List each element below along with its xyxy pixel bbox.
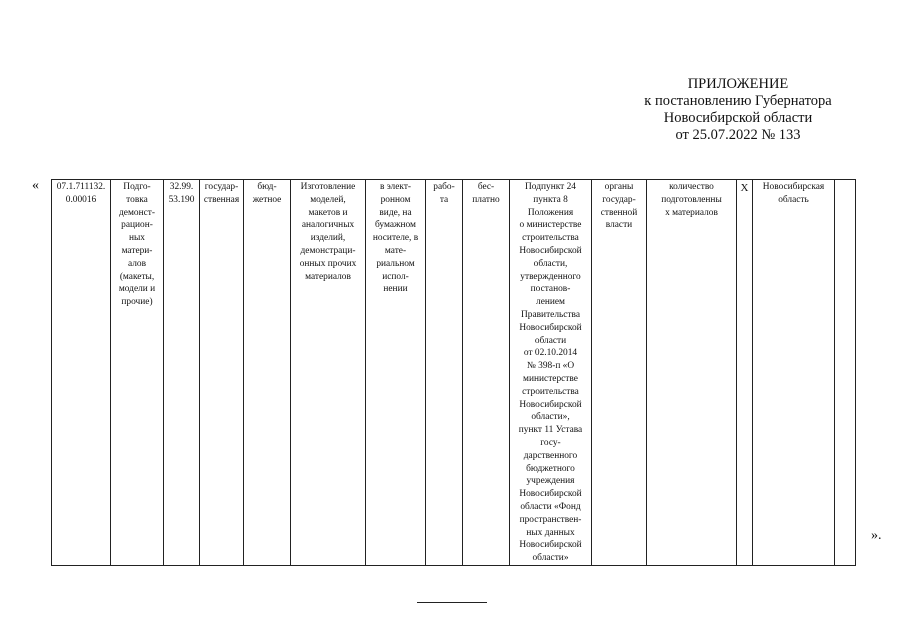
- appendix-region: Новосибирской области: [663, 110, 813, 126]
- cell-payment: бес- платно: [463, 180, 510, 566]
- cell-service-type: государ- ственная: [200, 180, 244, 566]
- cell-service-name: Подго- товка демонст- рацион- ных матери- алов (макеты, модели и прочие): [111, 180, 164, 566]
- cell-registry-code: 07.1.711132. 0.00016: [52, 180, 111, 566]
- closing-quote: ».: [871, 528, 882, 543]
- cell-consumers: органы государ- ственной власти: [592, 180, 647, 566]
- cell-mark: Х: [737, 180, 753, 566]
- appendix-date-number: от 25.07.2022 № 133: [675, 127, 801, 143]
- opening-quote: «: [32, 178, 39, 193]
- appendix-title: ПРИЛОЖЕНИЕ: [687, 76, 789, 92]
- cell-legal-basis: Подпункт 24 пункта 8 Положения о министерстве строительства Новосибирской области, утвержденного постанов- лением Правительства Новосибирской области от 02.10.2014 № 398-п «О министерстве строительства Новосибирской области», пункт 11 Устава госу- дарственного бюджетного учреждения Новосибирской области «Фонд пространствен- ных данных Новосибирской области»: [510, 180, 592, 566]
- cell-extra: [835, 180, 856, 566]
- cell-indicator: количество подготовленны х материалов: [647, 180, 737, 566]
- table-row: [52, 180, 856, 566]
- service-row-table: [51, 179, 856, 566]
- cell-territory: Новосибирская область: [753, 180, 835, 566]
- cell-category: рабо- та: [426, 180, 463, 566]
- appendix-header: [560, 76, 905, 144]
- appendix-subtitle: к постановлению Губернатора: [644, 93, 832, 109]
- cell-form: в элект- ронном виде, на бумажном носителе, в мате- риальном испол- нении: [366, 180, 426, 566]
- cell-funding: бюд- жетное: [244, 180, 291, 566]
- cell-okpd-code: 32.99. 53.190: [164, 180, 200, 566]
- footer-divider: [417, 602, 487, 603]
- cell-content: Изготовление моделей, макетов и аналогичных изделий, демонстраци- онных прочих материалов: [291, 180, 366, 566]
